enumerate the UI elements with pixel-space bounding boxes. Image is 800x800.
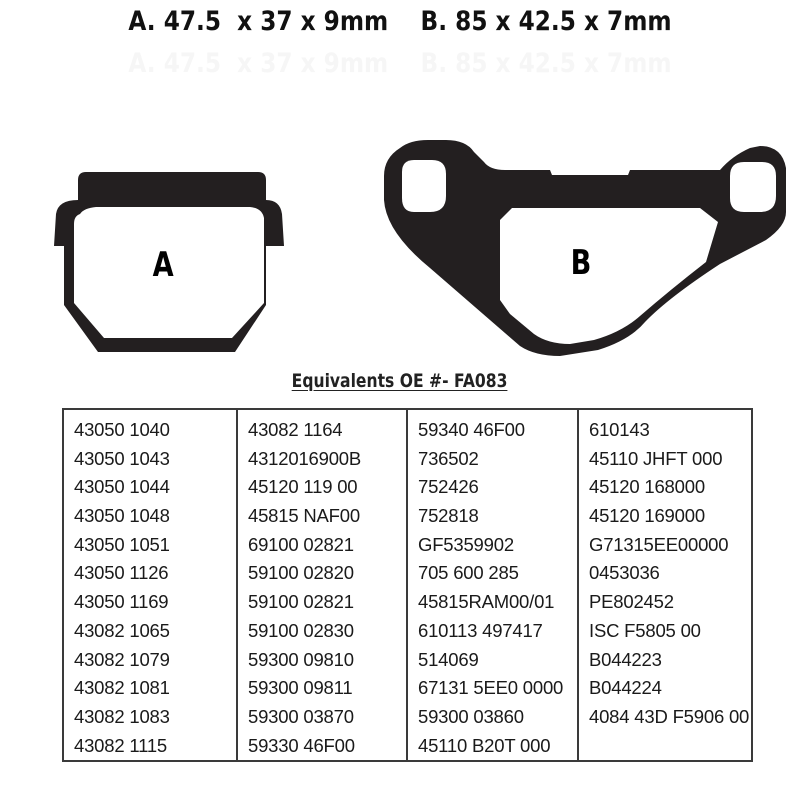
pad-b-friction-face [500, 208, 718, 344]
part-number-cell: 45815 NAF00 [248, 505, 360, 527]
part-number-cell: 45110 JHFT 000 [589, 447, 723, 469]
part-number-cell: 59100 02820 [248, 562, 354, 584]
part-number-cell: 43050 1040 [74, 419, 170, 440]
part-number-cell: 705 600 285 [418, 562, 519, 584]
part-number-cell: 43050 1043 [74, 447, 170, 469]
equivalents-title-row [0, 370, 800, 392]
part-number-cell: 43050 1169 [74, 591, 169, 613]
part-number-cell: 45815RAM00/01 [418, 591, 555, 613]
part-number-cell: 0453036 [589, 562, 660, 584]
part-number-cell: 45120 168000 [589, 476, 705, 498]
part-number-cell: 514069 [418, 648, 479, 670]
part-number-cell: B044224 [589, 677, 662, 699]
part-number-cell: 59330 46F00 [248, 734, 355, 756]
part-number-cell: 45110 B20T 000 [418, 734, 551, 756]
pad-b-right-mount-hole [730, 162, 776, 212]
part-number-cell: 43082 1079 [74, 648, 170, 670]
part-number-cell: 610113 497417 [418, 619, 543, 641]
part-number-cell: 736502 [418, 447, 479, 469]
dimensions-ghost-text: A. 47.5 x 37 x 9mm B. 85 x 42.5 x 7mm [128, 48, 672, 79]
part-number-cell: 752818 [418, 505, 479, 527]
part-number-cell: 43050 1051 [74, 533, 170, 555]
part-number-cell: 4084 43D F5906 00 [589, 705, 750, 727]
part-number-cell: 59300 09810 [248, 648, 354, 670]
part-number-cell: 43082 1083 [74, 705, 170, 727]
part-number-cell: 610143 [589, 419, 650, 440]
part-number-cell: 59100 02821 [248, 591, 354, 613]
part-number-cell: 69100 02821 [248, 533, 354, 555]
equivalents-title: Equivalents OE #- FA083 [292, 370, 508, 392]
dimensions-heading: A. 47.5 x 37 x 9mm B. 85 x 42.5 x 7mm [128, 6, 672, 37]
part-number-cell: 59300 03860 [418, 705, 524, 727]
part-number-cell: ISC F5805 00 [589, 619, 701, 641]
part-number-cell: 45120 169000 [589, 505, 705, 527]
part-number-cell: 43082 1065 [74, 619, 170, 641]
part-number-cell: PE802452 [589, 591, 674, 613]
part-number-cell: 67131 5EE0 0000 [418, 677, 564, 699]
brake-pad-diagrams [0, 0, 800, 370]
part-number-cell: 4312016900B [248, 447, 362, 469]
part-number-cell: 45120 119 00 [248, 476, 358, 498]
part-number-cell: 59340 46F00 [418, 419, 525, 440]
oe-equivalents-table [62, 408, 753, 762]
table-column [236, 410, 406, 760]
pad-a-label: A [152, 245, 174, 285]
part-number-cell: GF5359902 [418, 533, 514, 555]
part-number-cell: 43082 1164 [248, 419, 343, 440]
part-number-cell: 59100 02830 [248, 619, 354, 641]
part-number-cell: 59300 03870 [248, 705, 354, 727]
table-column [406, 410, 577, 760]
part-number-cell: 43050 1126 [74, 562, 169, 584]
pad-b-label: B [570, 243, 592, 283]
table-column [577, 410, 751, 760]
part-number-cell: 43050 1044 [74, 476, 170, 498]
part-number-cell: 43082 1115 [74, 734, 167, 756]
part-number-cell: 43082 1081 [74, 677, 170, 699]
part-number-cell: 752426 [418, 476, 479, 498]
part-number-cell: 59300 09811 [248, 677, 353, 699]
part-number-cell: G71315EE00000 [589, 533, 729, 555]
part-number-cell: 43050 1048 [74, 505, 170, 527]
table-column [64, 410, 236, 760]
pad-b-left-mount-hole [402, 160, 446, 212]
part-number-cell: B044223 [589, 648, 662, 670]
